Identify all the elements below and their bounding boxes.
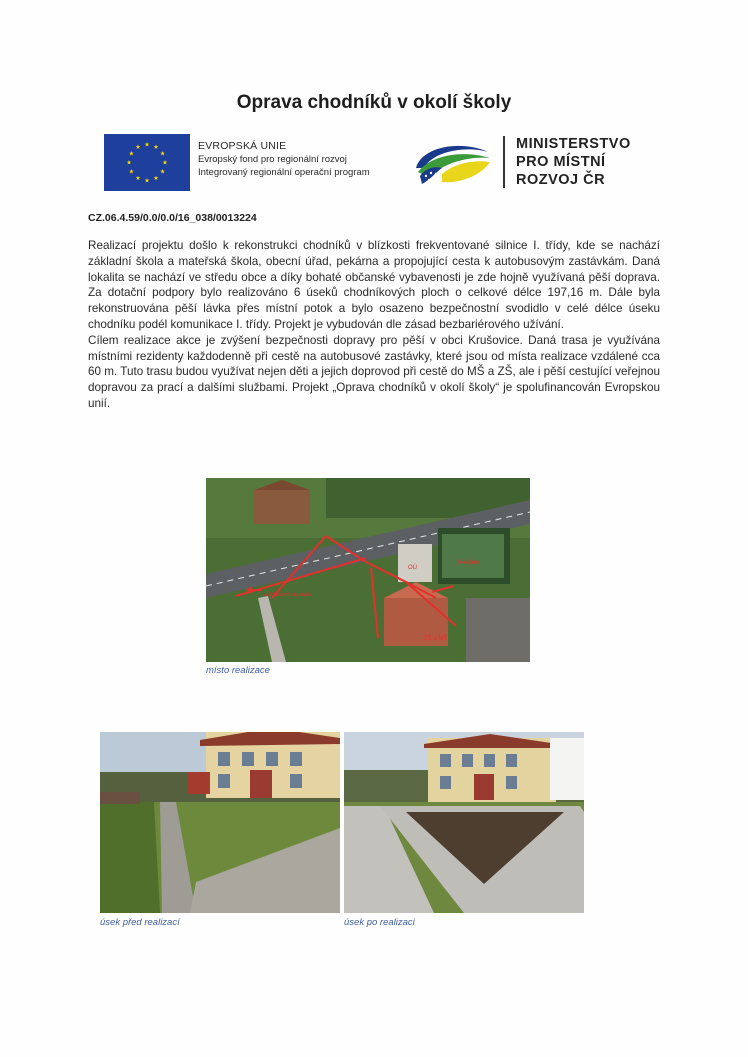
- ministry-name: [516, 135, 631, 189]
- eu-star: [154, 145, 159, 149]
- eu-star: [136, 176, 141, 180]
- eu-fund: Evropský fond pro regionální rozvoj: [198, 154, 347, 165]
- ministry-divider: [503, 136, 505, 188]
- body-text: [88, 238, 660, 412]
- map-label-school: ZŠ a MŠ: [424, 636, 448, 642]
- photo-after-renovation: [344, 732, 584, 913]
- registration-number: CZ.06.4.59/0.0/0.0/16_038/0013224: [88, 212, 257, 224]
- eu-star: [160, 169, 165, 173]
- map-label-bakery: Pekárna: [458, 560, 481, 566]
- eu-star: [163, 160, 168, 164]
- aerial-site-photo: [206, 478, 530, 662]
- eu-star: [129, 151, 134, 155]
- eu-star: [160, 151, 165, 155]
- eu-star: [154, 176, 159, 180]
- caption-site: místo realizace: [206, 665, 270, 676]
- ministry-line-2: PRO MÍSTNÍ: [516, 154, 606, 170]
- eu-stars: [104, 134, 190, 191]
- map-label-ou: OÚ: [408, 565, 417, 571]
- map-label-bus-stop: autobusová zastávka: [264, 592, 311, 598]
- eu-star: [129, 169, 134, 173]
- page-title: Oprava chodníků v okolí školy: [236, 92, 512, 113]
- ministry-line-1: MINISTERSTVO: [516, 136, 631, 152]
- caption-after: úsek po realizaci: [344, 917, 415, 928]
- ministry-logo-icon: [412, 138, 492, 188]
- eu-star: [145, 178, 150, 182]
- paragraph-2: Cílem realizace akce je zvýšení bezpečnosti dopravy pro pěší v obci Krušovice. Daná trasa je využívána místními rezidenty každodenně při cestě na autobusové zastávky, které jsou od místa realizace vzdálené cca 60 m. Tuto trasu budou využívat nejen děti a jejich doprovod při cestě do MŠ a ZŠ, ale i pěší cestující veřejnou dopravou za prací a dalšími službami. Projekt „Oprava chodníků v okolí školy“ je spolufinancován Evropskou unií.: [88, 333, 660, 410]
- eu-name: EVROPSKÁ UNIE: [198, 140, 287, 152]
- photo-before-renovation: [100, 732, 340, 913]
- eu-flag-icon: [104, 134, 190, 191]
- paragraph-1: Realizací projektu došlo k rekonstrukci chodníků v blízkosti frekventované silnice I. třídy, kde se nachází základní škola a mateřská škola, obecní úřad, pekárna a propojující cesta k autobusovým zastávkám. Daná lokalita se nachází ve středu obce a díky bohaté občanské vybavenosti je zde hojně využívaná pěší doprava. Za dotační podpory bylo realizováno 6 úseků chodníkových ploch o celkové délce 197,16 m. Dále byla rekonstruována pěší lávka přes místní potok a bylo osazeno bezpečnostní svodidlo v celé délce úseku chodníku podél komunikace I. třídy. Projekt je vybudován dle zásad bezbariérového užívání.: [88, 239, 660, 331]
- ministry-line-3: ROZVOJ ČR: [516, 172, 606, 188]
- eu-star: [127, 160, 132, 164]
- eu-programme: Integrovaný regionální operační program: [198, 167, 370, 178]
- eu-star: [136, 145, 141, 149]
- eu-logo-text: [198, 140, 370, 179]
- caption-before: úsek před realizací: [100, 917, 180, 928]
- eu-star: [145, 142, 150, 146]
